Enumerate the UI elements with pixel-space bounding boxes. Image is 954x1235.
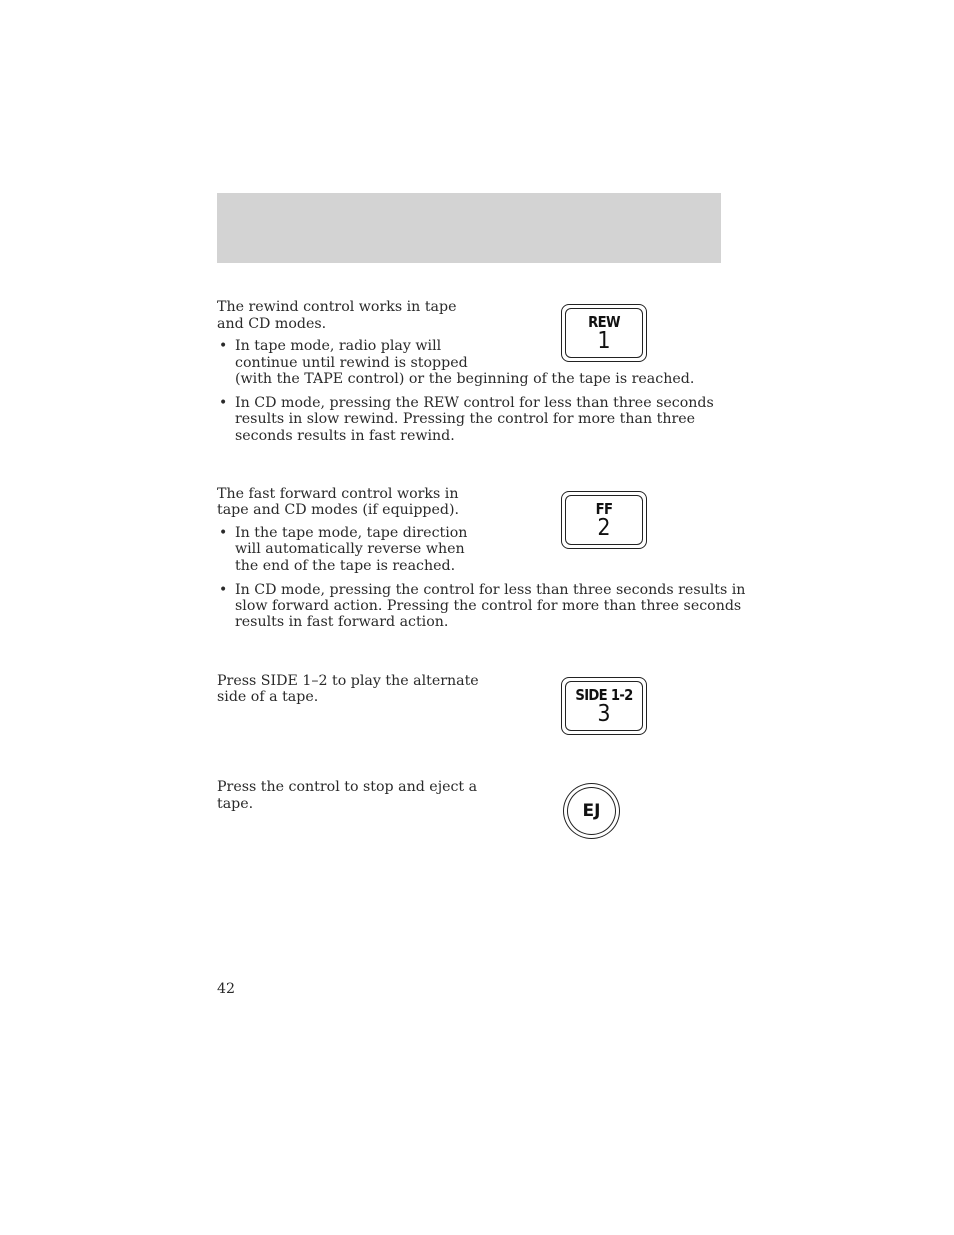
side-button-number: 3 — [597, 701, 611, 727]
side-button-illustration — [561, 677, 647, 735]
page-number: 42 — [217, 981, 236, 997]
side-button-face — [565, 681, 643, 731]
ff-bullet-text: will automatically reverse when — [235, 541, 465, 557]
eject-text-line: Press the control to stop and eject a — [217, 779, 478, 795]
ff-bullet-text: In the tape mode, tape direction — [235, 525, 468, 541]
eject-button-label: EJ — [567, 787, 616, 835]
side-text-line: side of a tape. — [217, 689, 319, 705]
rewind-button-face — [565, 308, 643, 358]
ff-bullet-text: In CD mode, pressing the control for less than three seconds results in — [235, 582, 746, 598]
rewind-bullet-text: (with the TAPE control) or the beginning of the tape is reached. — [235, 371, 695, 387]
eject-button-illustration — [563, 783, 620, 839]
rewind-bullet-text: results in slow rewind. Pressing the control for more than three — [235, 411, 696, 427]
ff-bullet-text: slow forward action. Pressing the control for more than three seconds — [235, 598, 742, 614]
section-header-band — [217, 193, 721, 263]
rewind-button-number: 1 — [597, 328, 611, 354]
ff-button-illustration — [561, 491, 647, 549]
bullet-marker: • — [219, 338, 228, 354]
ff-button-label: FF — [595, 500, 613, 518]
ff-bullet-text: the end of the tape is reached. — [235, 558, 456, 574]
ff-bullet-text: results in fast forward action. — [235, 614, 449, 630]
ff-intro-line: tape and CD modes (if equipped). — [217, 502, 460, 518]
rewind-bullet-text: In tape mode, radio play will — [235, 338, 442, 354]
side-text-line: Press SIDE 1–2 to play the alternate — [217, 673, 479, 689]
bullet-marker: • — [219, 395, 228, 411]
rewind-bullet-text: seconds results in fast rewind. — [235, 428, 455, 444]
ff-button-face — [565, 495, 643, 545]
rewind-bullet-text: continue until rewind is stopped — [235, 355, 468, 371]
rewind-button-illustration — [561, 304, 647, 362]
rewind-button-label: REW — [588, 313, 620, 331]
side-button-label: SIDE 1-2 — [575, 686, 633, 704]
ff-button-number: 2 — [597, 515, 611, 541]
bullet-marker: • — [219, 525, 228, 541]
rewind-intro-line: The rewind control works in tape — [217, 299, 457, 315]
rewind-intro-line: and CD modes. — [217, 316, 327, 332]
ff-intro-line: The fast forward control works in — [217, 486, 459, 502]
eject-text-line: tape. — [217, 796, 254, 812]
bullet-marker: • — [219, 582, 228, 598]
rewind-bullet-text: In CD mode, pressing the REW control for less than three seconds — [235, 395, 714, 411]
